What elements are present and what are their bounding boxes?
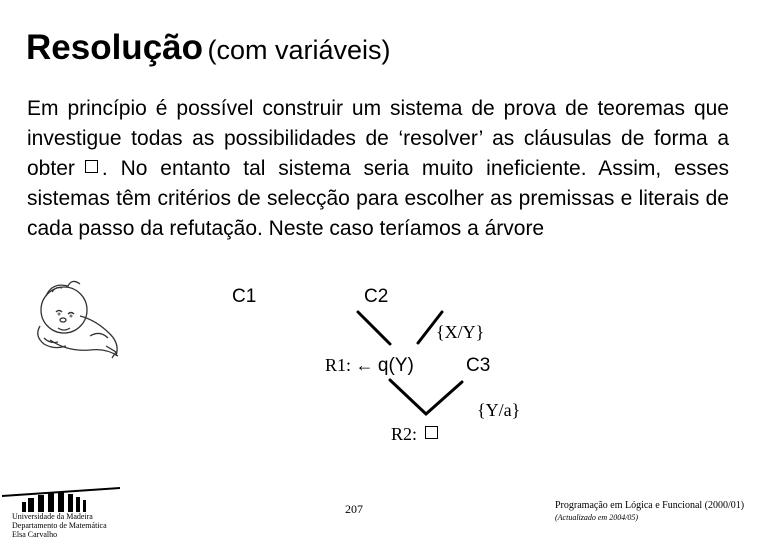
r2-prefix: R2: — [391, 424, 418, 444]
page-number: 207 — [345, 502, 363, 516]
paragraph-text-2: . No entanto tal sistema seria muito ineficiente. Assim, esses sistemas têm critérios de selecção para escolher as premissas e literais de cada passo da refutação. Neste caso teríamos a árvore — [27, 157, 729, 240]
tree-node-r2 — [391, 424, 438, 445]
tree-label-c3: C3 — [466, 355, 491, 376]
substitution-y-a: {Y/a} — [477, 400, 521, 420]
footer-updated: (Actualizado em 2004/05) — [555, 513, 639, 522]
substitution-x-y: {X/Y} — [436, 322, 485, 342]
footer-university: Universidade da Madeira — [12, 512, 93, 521]
empty-clause-icon-r2 — [425, 426, 438, 439]
tree-label-c1: C1 — [232, 286, 257, 307]
negation-arrow-icon: ← — [355, 355, 374, 375]
tree-node-r1 — [325, 355, 414, 377]
tree-label-c2: C2 — [364, 286, 389, 307]
title-main: Resolução — [26, 28, 203, 67]
r1-literal: q(Y) — [377, 355, 414, 376]
footer-department: Departamento de Matemática — [12, 521, 107, 530]
title-sub: (com variáveis) — [207, 35, 391, 65]
university-logo — [2, 484, 120, 512]
footer-course: Programação em Lógica e Funcional (2000/01) — [555, 500, 745, 511]
paragraph-text-1: Em princípio é possível construir um sistema de prova de teoremas que investigue todas as possibilidades de ‘resolver’ as cláusulas de forma a obter — [27, 97, 729, 180]
footer-author: Elsa Carvalho — [12, 530, 58, 539]
r1-prefix: R1: — [325, 355, 352, 375]
